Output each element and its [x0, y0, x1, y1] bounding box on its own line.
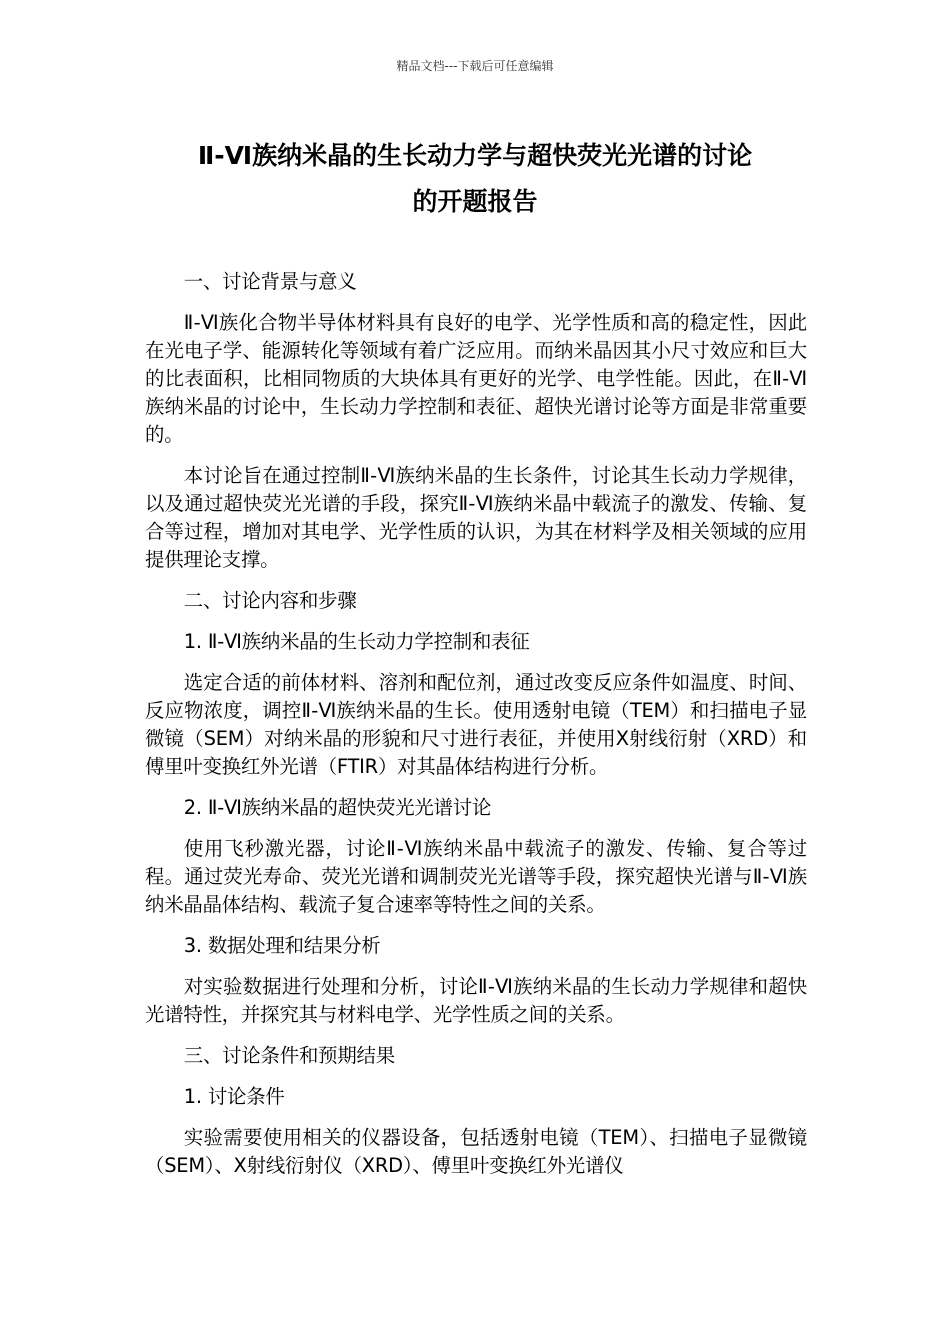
- paragraph-ultrafast-spectroscopy: 使用飞秒激光器，讨论Ⅱ-Ⅵ族纳米晶中载流子的激发、传输、复合等过程。通过荧光寿命、荧光光谱和调制荧光光谱等手段，探究超快光谱与Ⅱ-Ⅵ族纳米晶晶体结构、载流子复合速率等特性之间的关系。: [145, 837, 807, 916]
- subheading-conditions: 1. 讨论条件: [183, 1085, 285, 1108]
- document-title: [145, 133, 805, 225]
- section-heading-conditions-results: 三、讨论条件和预期结果: [183, 1044, 395, 1067]
- subheading-ultrafast-spectroscopy: 2. Ⅱ-Ⅵ族纳米晶的超快荧光光谱讨论: [183, 796, 492, 819]
- document-title-line-2: 的开题报告: [412, 187, 538, 216]
- section-heading-content-steps: 二、讨论内容和步骤: [183, 589, 357, 612]
- document-title-line-1: Ⅱ-Ⅵ族纳米晶的生长动力学与超快荧光光谱的讨论: [197, 141, 753, 170]
- header-note: 精品文档---下载后可任意编辑: [396, 59, 554, 73]
- paragraph-background-1: Ⅱ-Ⅵ族化合物半导体材料具有良好的电学、光学性质和高的稳定性，因此在光电子学、能源转化等领域有着广泛应用。而纳米晶因其小尺寸效应和巨大的比表面积，比相同物质的大块体具有更好的光学、电学性能。因此，在Ⅱ-Ⅵ族纳米晶的讨论中，生长动力学控制和表征、超快光谱讨论等方面是非常重要的。: [145, 311, 807, 446]
- section-heading-background: 一、讨论背景与意义: [183, 270, 357, 293]
- paragraph-background-2: 本讨论旨在通过控制Ⅱ-Ⅵ族纳米晶的生长条件，讨论其生长动力学规律，以及通过超快荧光光谱的手段，探究Ⅱ-Ⅵ族纳米晶中载流子的激发、传输、复合等过程，增加对其电学、光学性质的认识，为其在材料学及相关领域的应用提供理论支撑。: [145, 464, 807, 571]
- paragraph-data-analysis: 对实验数据进行处理和分析，讨论Ⅱ-Ⅵ族纳米晶的生长动力学规律和超快光谱特性，并探究其与材料电学、光学性质之间的关系。: [145, 975, 807, 1026]
- subheading-data-analysis: 3. 数据处理和结果分析: [183, 934, 381, 957]
- subheading-growth-kinetics: 1. Ⅱ-Ⅵ族纳米晶的生长动力学控制和表征: [183, 630, 530, 653]
- paragraph-conditions: 实验需要使用相关的仪器设备，包括透射电镜（TEM）、扫描电子显微镜（SEM）、X射线衍射仪（XRD）、傅里叶变换红外光谱仪: [145, 1126, 807, 1177]
- paragraph-growth-kinetics: 选定合适的前体材料、溶剂和配位剂，通过改变反应条件如温度、时间、反应物浓度，调控Ⅱ-Ⅵ族纳米晶的生长。使用透射电镜（TEM）和扫描电子显微镜（SEM）对纳米晶的形貌和尺寸进行表征，并使用X射线衍射（XRD）和傅里叶变换红外光谱（FTIR）对其晶体结构进行分析。: [145, 671, 807, 778]
- document-body: [145, 268, 807, 1180]
